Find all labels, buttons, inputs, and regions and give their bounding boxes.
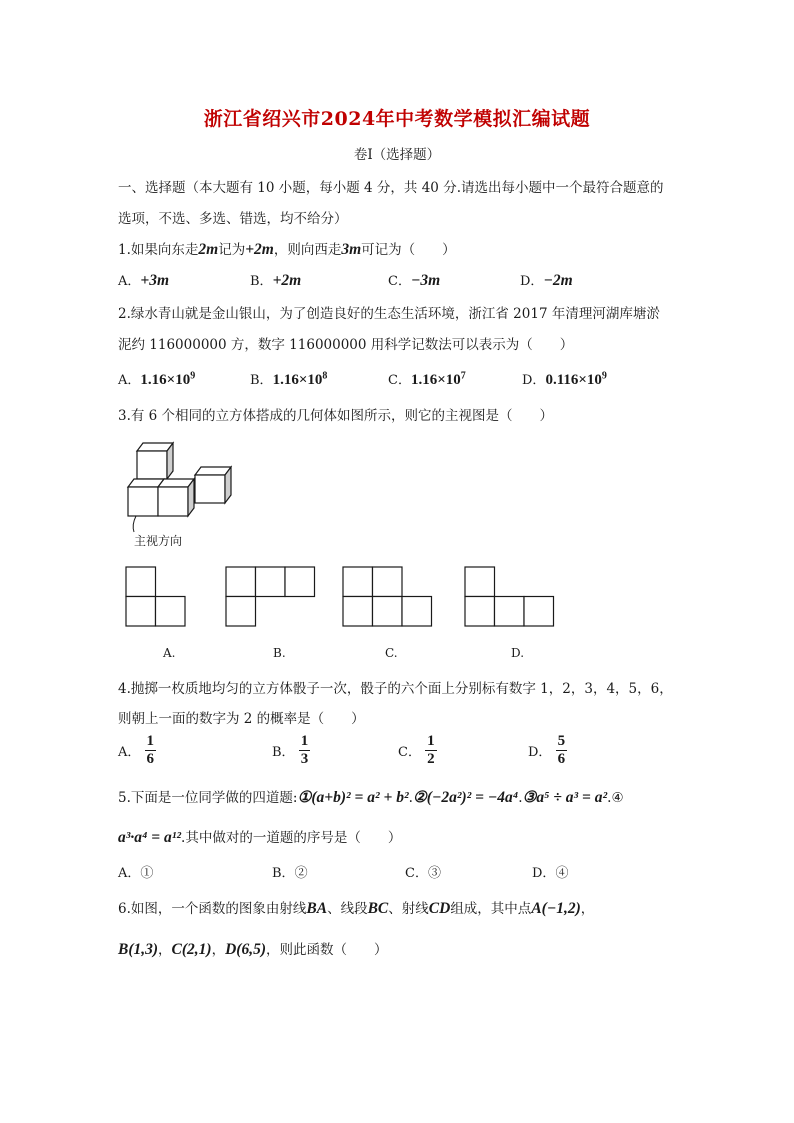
q2-option-c[interactable]: C．$1.16\times 10^7$ — [388, 370, 466, 388]
page-title: 浙江省绍兴市2024年中考数学模拟汇编试题 — [203, 108, 591, 130]
q3-option-c-label[interactable]: C. — [385, 646, 398, 660]
question-3: 3.有 6 个相同的立方体搭成的几何体如图所示，则它的主视图是（ ） — [118, 408, 554, 424]
fraction: $\frac{1}{2}$ — [427, 733, 435, 767]
q4-option-a[interactable]: A． $\frac{1}{6}$ — [118, 733, 155, 767]
question-5-line2: a³·a⁴ = a¹².其中做对的一道题的序号是（ ） — [118, 829, 402, 846]
q2-option-a[interactable]: A．$1.16\times 10^9$ — [118, 370, 196, 388]
figure-caption: 主视方向 — [134, 534, 183, 548]
q3-option-a-figure[interactable] — [125, 566, 187, 628]
question-6-line2: B(1,3)，C(2,1)，D(6,5)，则此函数（ ） — [118, 941, 388, 958]
q3-option-b-label[interactable]: B. — [273, 646, 286, 660]
q4-option-d[interactable]: D． $\frac{5}{6}$ — [528, 733, 566, 767]
question-5-line1: 5.下面是一位同学做的四道题:①(a+b)² = a² + b².②(−2a²)² = −4a⁴.③a⁵ ÷ a³ = a².④ — [118, 789, 624, 806]
question-4-line2: 则朝上一面的数字为 2 的概率是（ ） — [118, 711, 365, 727]
question-1: 1.如果向东走2m记为+2m，则向西走3m可记为（ ） — [118, 241, 456, 258]
q3-option-d-figure[interactable] — [464, 566, 556, 628]
question-2-line1: 2.绿水青山就是金山银山，为了创造良好的生态生活环境，浙江省 2017 年清理河湖库塘淤 — [118, 306, 660, 322]
q1-option-b[interactable]: B．+2m — [250, 272, 302, 289]
fraction: $\frac{5}{6}$ — [557, 733, 566, 767]
q1-option-d[interactable]: D．−2m — [520, 272, 573, 289]
q2-option-b[interactable]: B．$1.16\times 10^8$ — [250, 370, 328, 388]
q3-option-d-label[interactable]: D. — [511, 646, 525, 660]
q3-option-c-figure[interactable] — [342, 566, 434, 628]
fraction: $\frac{1}{3}$ — [300, 733, 309, 767]
q5-option-d[interactable]: D．④ — [532, 866, 569, 881]
section-heading-line2: 选项，不选、多选、错选，均不给分） — [118, 211, 348, 227]
section-heading-line1: 一、选择题（本大题有 10 小题，每小题 4 分，共 40 分.请选出每小题中一个最符合题意的 — [118, 180, 664, 196]
q5-option-a[interactable]: A．① — [118, 866, 154, 881]
q5-option-c[interactable]: C．③ — [405, 866, 441, 881]
question-6-line1: 6.如图，一个函数的图象由射线BA、线段BC、射线CD组成，其中点A(−1,2)， — [118, 900, 595, 917]
q4-option-c[interactable]: C． $\frac{1}{2}$ — [398, 733, 435, 767]
q3-option-a-label[interactable]: A. — [163, 646, 176, 660]
volume-subtitle: 卷Ⅰ（选择题） — [353, 147, 441, 163]
cube-solid-figure — [120, 436, 240, 526]
q3-option-b-figure[interactable] — [225, 566, 317, 628]
q5-option-b[interactable]: B．② — [272, 866, 308, 881]
q4-option-b[interactable]: B． $\frac{1}{3}$ — [272, 733, 309, 767]
q1-option-a[interactable]: A．+3m — [118, 272, 170, 289]
q1-option-c[interactable]: C．−3m — [388, 272, 441, 289]
fraction: $\frac{1}{6}$ — [146, 733, 155, 767]
question-4-line1: 4.抛掷一枚质地均匀的立方体骰子一次，骰子的六个面上分别标有数字 1，2，3，4，5，6， — [118, 681, 673, 697]
q2-option-d[interactable]: D．$0.116\times 10^9$ — [522, 370, 607, 388]
question-2-line2: 泥约 116000000 方，数字 116000000 用科学记数法可以表示为（ ） — [118, 337, 574, 353]
